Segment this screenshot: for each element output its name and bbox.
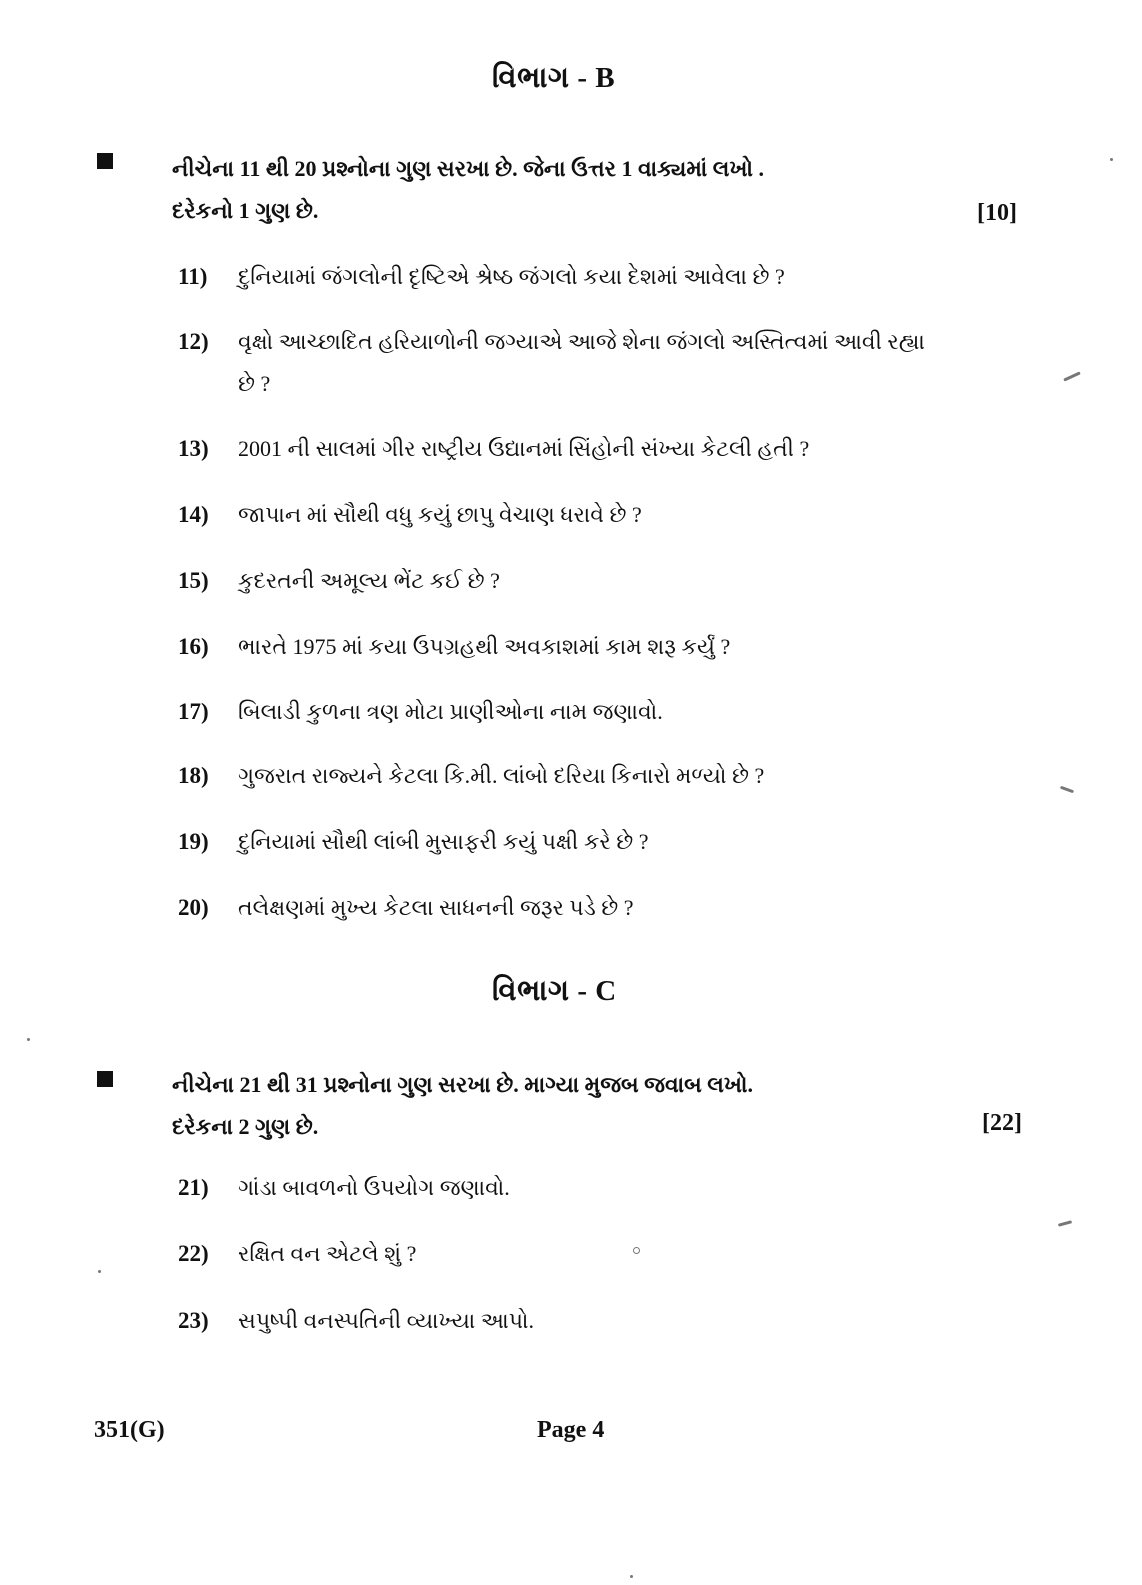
instruction-line: નીચેના 21 થી 31 પ્રશ્નોના ગુણ સરખા છે. માગ્યા મુજબ જવાબ લખો.	[172, 1072, 753, 1097]
scan-speck	[1110, 158, 1113, 161]
question-number: 16)	[178, 634, 209, 659]
question-number: 11)	[178, 264, 208, 289]
question-text: વૃક્ષો આચ્છાદિત હરિયાળોની જગ્યાએ આજે શેના જંગલો અસ્તિત્વમાં આવી રહ્યા છે ?	[238, 329, 925, 396]
question-number: 14)	[178, 502, 209, 527]
section-b-instructions	[172, 148, 932, 232]
question-number: 20)	[178, 895, 209, 920]
question-number: 12)	[178, 329, 209, 354]
paper-code: 351(G)	[94, 1417, 165, 1443]
question-text: દુનિયામાં જંગલોની દૃષ્ટિએ શ્રેષ્ઠ જંગલો કયા દેશમાં આવેલા છે ?	[238, 264, 785, 289]
question-number: 17)	[178, 699, 209, 724]
scan-speck	[630, 1575, 633, 1578]
section-b-marks: [10]	[977, 200, 1017, 226]
question-number: 22)	[178, 1241, 209, 1266]
question-number: 23)	[178, 1308, 209, 1333]
question-number: 15)	[178, 568, 209, 593]
question-text: ગાંડા બાવળનો ઉપયોગ જણાવો.	[238, 1175, 510, 1200]
question-number: 13)	[178, 436, 209, 461]
question-text: 2001 ની સાલમાં ગીર રાષ્ટ્રીય ઉદ્યાનમાં સિંહોની સંખ્યા કેટલી હતી ?	[238, 436, 810, 461]
scan-mark	[1063, 371, 1081, 381]
section-c-instructions	[172, 1064, 932, 1148]
instruction-line: દરેકનો 1 ગુણ છે.	[172, 198, 319, 223]
bullet-icon	[97, 1071, 113, 1087]
question-text: દુનિયામાં સૌથી લાંબી મુસાફરી કયું પક્ષી કરે છે ?	[238, 829, 649, 854]
question-number: 21)	[178, 1175, 209, 1200]
section-c-title: વિભાગ - C	[492, 975, 617, 1007]
instruction-line: નીચેના 11 થી 20 પ્રશ્નોના ગુણ સરખા છે. જેના ઉત્તર 1 વાક્યમાં લખો .	[172, 156, 764, 181]
question-text: સપુષ્પી વનસ્પતિની વ્યાખ્યા આપો.	[238, 1308, 535, 1333]
scan-mark	[1060, 786, 1074, 794]
instruction-line: દરેકના 2 ગુણ છે.	[172, 1114, 319, 1139]
section-c-marks: [22]	[982, 1110, 1022, 1136]
question-number: 19)	[178, 829, 209, 854]
page-number: Page 4	[537, 1417, 605, 1443]
scan-speck	[27, 1038, 30, 1041]
question-number: 18)	[178, 763, 209, 788]
question-text: તલેક્ષણમાં મુખ્ય કેટલા સાધનની જરૂર પડે છે ?	[238, 895, 634, 920]
scan-speck	[98, 1270, 101, 1273]
question-text: ભારતે 1975 માં કયા ઉપગ્રહથી અવકાશમાં કામ શરૂ કર્યું ?	[238, 634, 731, 659]
question-text: કુદરતની અમૂલ્ય ભેંટ કઈ છે ?	[238, 568, 500, 593]
scan-speck	[633, 1247, 640, 1254]
question-text: ગુજરાત રાજ્યને કેટલા કિ.મી. લાંબો દરિયા કિનારો મળ્યો છે ?	[238, 763, 765, 788]
scan-mark	[1058, 1220, 1072, 1227]
question-text: બિલાડી કુળના ત્રણ મોટા પ્રાણીઓના નામ જણાવો.	[238, 699, 663, 724]
question-text: જાપાન માં સૌથી વધુ કયું છાપુ વેચાણ ધરાવે છે ?	[238, 502, 642, 527]
question-text: રક્ષિત વન એટલે શું ?	[238, 1241, 417, 1266]
section-b-title: વિભાગ - B	[492, 62, 616, 94]
bullet-icon	[97, 153, 113, 169]
